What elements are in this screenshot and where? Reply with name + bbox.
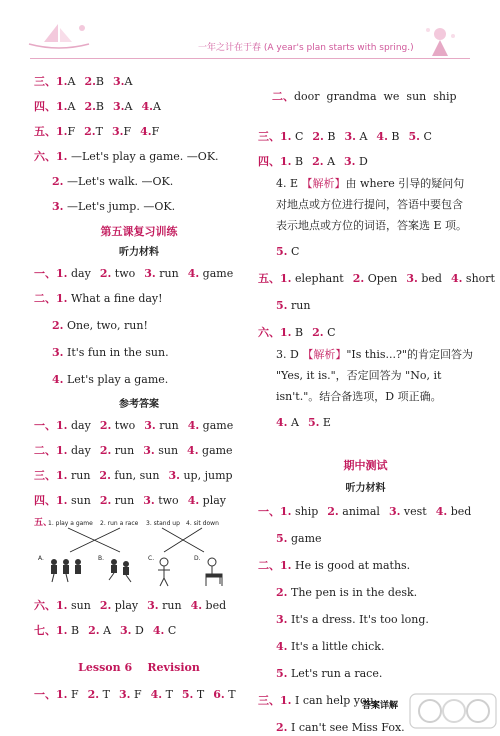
left-column [34,72,244,702]
picture-c-label: C. [148,555,155,562]
midterm-row-2-3: 3. It's a dress. It's too long. [276,613,429,626]
answer-row-6-3: 3. —Let's jump. —OK. [52,200,176,213]
section-title-midterm: 期中测试 [343,459,388,472]
key-row-3: 三、1. run 2. fun, sun 3. up, jump [34,469,233,482]
explanation-3: 3. D 【解析】"Is this...?"的肯定回答为 "Yes, it is."，否定回答为 "No, it isn't."。结合备选项，D 项正确。 [276,348,473,403]
listening-row-1: 一、1. day 2. two 3. run 4. game [34,267,234,280]
listening-row-2-2: 2. One, two, run! [52,319,148,332]
midterm-row-1-5: 5. game [276,532,322,545]
picture-b-label: B. [98,555,105,562]
listening-row-2-3: 3. It's fun in the sun. [52,346,169,359]
key-row-2: 二、1. day 2. run 3. sun 4. game [34,444,233,457]
revision-row-6: 六、1. B 2. C [258,326,336,339]
listening-row-2-1: 二、1. What a fine day! [34,292,163,305]
revision-row-5: 五、1. elephant 2. Open 3. bed 4. short [258,272,495,285]
picture-a-label: A. [38,555,44,562]
children-racing-icon [109,559,131,582]
phrase-4: 4. sit down [186,520,219,527]
midterm-row-3-2: 2. I can't see Miss Fox. [276,721,405,734]
key-row-6: 六、1. sun 2. play 3. run 4. bed [34,599,227,612]
phrase-3: 3. stand up [146,520,180,527]
section-title-lesson5: 第五课复习训练 [100,225,178,238]
answer-row-5: 五、1.F 2.T 3.F 4.F [34,125,160,138]
right-column [258,72,495,735]
key-row-4: 四、1. sun 2. run 3. two 4. play [34,494,227,507]
header-divider [30,58,470,59]
midterm-row-2-1: 二、1. He is good at maths. [258,559,411,572]
revision-row-6-45: 4. A 5. E [276,416,331,429]
revision-row-3: 三、1. C 2. B 3. A 4. B 5. C [258,130,432,143]
boy-standing-icon [158,558,170,586]
matching-exercise [34,514,244,596]
key-row-5-label: 五、 [34,518,53,528]
sailboat-decoration-icon [24,18,94,52]
picture-d-label: D. [194,555,201,562]
key-row-7: 七、1. B 2. A 3. D 4. C [34,624,177,637]
midterm-listening-title: 听力材料 [345,483,386,494]
match-line-4 [164,528,202,552]
revision-row-1: 一、1. F 2. T 3. F 4. T 5. T 6. T [34,688,236,701]
girl-decoration-icon [420,22,460,62]
midterm-row-2-4: 4. It's a little chick. [276,640,385,653]
revision-row-5-5: 5. run [276,299,311,312]
explanation-4: 4. E 【解析】由 where 引导的疑问句对地点或方位进行提问，答语中要包含表示地点或方位的词语，答案选 E 项。 [276,177,468,232]
revision-row-2: 二、door grandma we sun ship [272,90,457,103]
key-row-1: 一、1. day 2. two 3. run 4. game [34,419,234,432]
matching-diagram [34,514,249,596]
footer-label: 答案详解 [362,701,399,711]
revision-row-4-5: 5. C [276,245,300,258]
listening-title: 听力材料 [119,247,159,258]
answer-row-3: 三、1.A 2.B 3.A [34,75,133,88]
listening-row-2-4: 4. Let's play a game. [52,373,169,386]
boy-sitting-icon [206,558,222,586]
page-header [0,0,500,70]
midterm-row-2-2: 2. The pen is in the desk. [276,586,418,599]
answer-row-6-2: 2. —Let's walk. —OK. [52,175,174,188]
phrase-1: 1. play a game [48,520,93,527]
midterm-row-2-5: 5. Let's run a race. [276,667,383,680]
midterm-row-1: 一、1. ship 2. animal 3. vest 4. bed [258,505,472,518]
children-playing-icon [51,559,81,582]
header-motto: 一年之计在于春 (A year's plan starts with spring.) [198,43,414,53]
answer-row-4: 四、1.A 2.B 3.A 4.A [34,100,161,113]
phrase-2: 2. run a race [100,520,139,527]
watermark-logo-icon [408,690,498,732]
midterm-row-3-1: 三、1. I can help you. [258,694,378,707]
answers-title: 参考答案 [119,399,159,410]
revision-row-4: 四、1. B 2. A 3. D [258,155,368,168]
section-title-lesson6: Lesson 6 Revision [78,661,200,674]
answer-row-6-1: 六、1. —Let's play a game. —OK. [34,150,219,163]
